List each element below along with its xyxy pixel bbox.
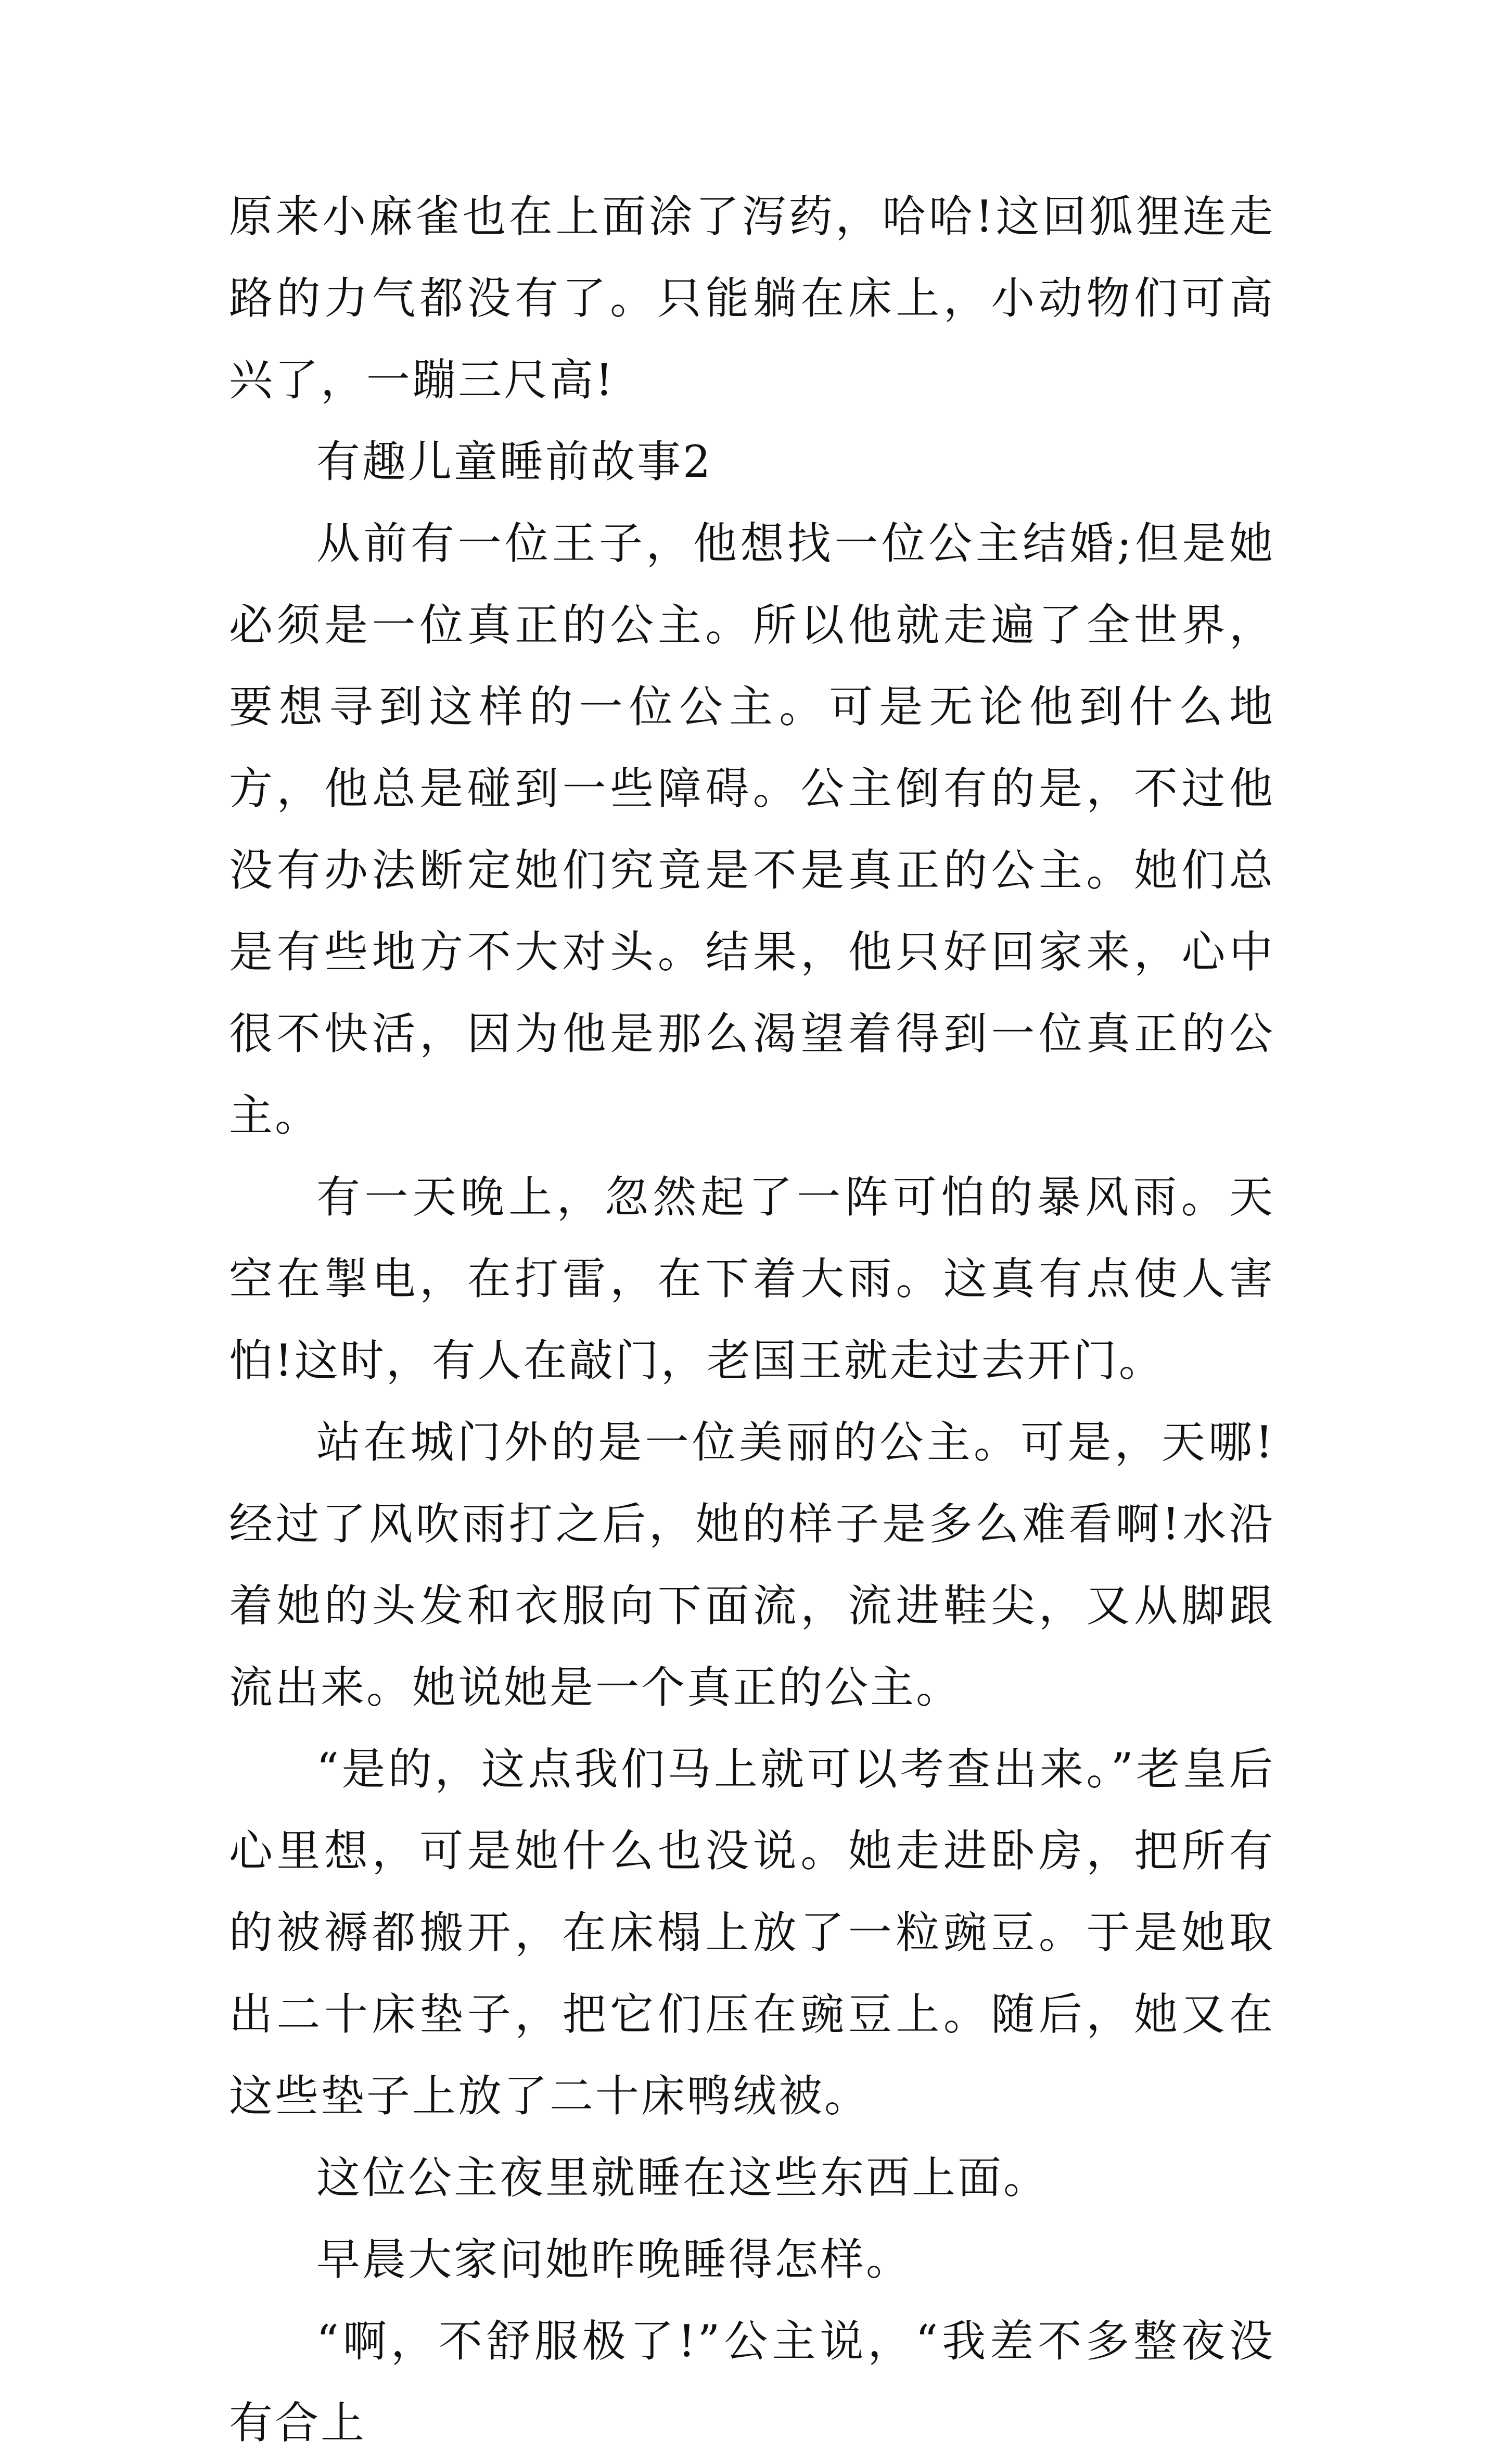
paragraph: “是的，这点我们马上就可以考查出来。”老皇后心里想，可是她什么也没说。她走进卧房，把所有的被褥都搬开，在床榻上放了一粒豌豆。于是她取出二十床垫子，把它们压在豌豆上。随后，她又在这些垫子上放了二十床鸭绒被。 <box>229 1744 1275 2122</box>
paragraph: 有一天晚上，忽然起了一阵可怕的暴风雨。天空在掣电，在打雷，在下着大雨。这真有点使人害怕!这时，有人在敲门，老国王就走过去开门。 <box>229 1172 1275 1386</box>
story-heading: 有趣儿童睡前故事2 <box>316 436 713 487</box>
paragraph: 这位公主夜里就睡在这些东西上面。 <box>316 2152 1050 2203</box>
paragraph: 站在城门外的是一位美丽的公主。可是，天哪!经过了风吹雨打之后，她的样子是多么难看啊!水沿着她的头发和衣服向下面流，流进鞋尖，又从脚跟流出来。她说她是一个真正的公主。 <box>229 1417 1275 1713</box>
paragraph-continuation: 原来小麻雀也在上面涂了泻药，哈哈!这回狐狸连走路的力气都没有了。只能躺在床上，小动物们可高兴了，一蹦三尺高! <box>229 191 1275 405</box>
document-body <box>229 176 1275 2464</box>
paragraph: 早晨大家问她昨晚睡得怎样。 <box>316 2234 912 2285</box>
paragraph: 从前有一位王子，他想找一位公主结婚;但是她必须是一位真正的公主。所以他就走遍了全世界，要想寻到这样的一位公主。可是无论他到什么地方，他总是碰到一些障碍。公主倒有的是，不过他没有办法断定她们究竟是不是真正的公主。她们总是有些地方不大对头。结果，他只好回家来，心中很不快活，因为他是那么渴望着得到一位真正的公主。 <box>229 518 1275 1141</box>
paragraph: “啊，不舒服极了!”公主说，“我差不多整夜没有合上 <box>229 2316 1275 2448</box>
